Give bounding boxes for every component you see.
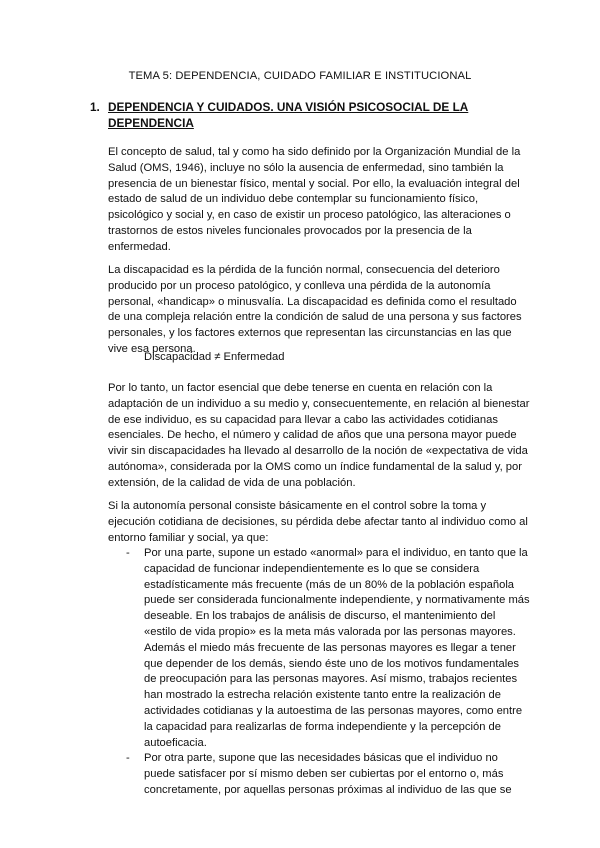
bullet-line: Además el miedo más frecuente de las personas mayores es llegar a tener xyxy=(144,641,516,654)
paragraph-health-concept xyxy=(108,145,523,256)
paragraph-line: producido por un proceso patológico, y conlleva una pérdida de la autonomía xyxy=(108,279,491,292)
bullet-line: actividades cotidianas y la autoestima de las personas mayores, como entre xyxy=(144,704,523,717)
paragraph-line: vivir sin discapacidades ha llevado al desarrollo de la noción de «expectativa de vida xyxy=(108,445,528,458)
bullet-line: concretamente, por aquellas personas próximas al individuo de las que se xyxy=(144,783,512,796)
paragraph-line: La discapacidad es la pérdida de la función normal, consecuencia del deterioro xyxy=(108,264,500,276)
bullet-line: que depender de los demás, siendo éste uno de los motivos fundamentales xyxy=(144,657,520,670)
bullet-line: han mostrado la estrecha relación existente tanto entre la realización de xyxy=(144,689,501,702)
bullet-line: deseable. En los trabajos de análisis de discurso, el mantenimiento del xyxy=(144,610,496,623)
paragraph-line: enfermedad. xyxy=(108,240,171,253)
paragraph-line: trastornos de estos niveles funcionales provocados por la presencia de la xyxy=(108,224,472,237)
bullet-line: autoeficacia. xyxy=(144,736,207,749)
bullet-item-one xyxy=(144,546,530,751)
bullet-item-two xyxy=(144,751,524,798)
paragraph-line: ejecución cotidiana de decisiones, su pérdida debe afectar tanto al individuo como al xyxy=(108,515,528,528)
paragraph-adaptation xyxy=(108,381,530,492)
bullet-line: «estilo de vida propio» es la meta más valorada por las personas mayores. xyxy=(144,625,516,638)
paragraph-line: adaptación de un individuo a su medio y, consecuentemente, en relación al bienestar xyxy=(108,397,530,410)
section-heading-line: DEPENDENCIA xyxy=(108,116,194,130)
bullet-line: puede ser considerada funcionalmente independiente, y normativamente más xyxy=(144,594,530,607)
bullet-marker: - xyxy=(126,547,130,559)
paragraph-line: de ese individuo, es su capacidad para llevar a cabo las actividades cotidianas xyxy=(108,413,498,426)
paragraph-line: El concepto de salud, tal y como ha sido definido por la Organización Mundial de la xyxy=(108,146,521,158)
bullet-line: de preocupación para las personas mayores. Así mismo, trabajos recientes xyxy=(144,673,518,686)
bullet-marker: - xyxy=(126,752,130,764)
bullet-line: estadísticamente más frecuente (más de un 80% de la población española xyxy=(144,578,515,591)
document-title: TEMA 5: DEPENDENCIA, CUIDADO FAMILIAR E INSTITUCIONAL xyxy=(128,70,472,82)
paragraph-line: autónoma», considerada por la OMS como un índice fundamental de la salud y, por xyxy=(108,460,522,473)
paragraph-line: Si la autonomía personal consiste básicamente en el control sobre la toma y xyxy=(108,500,487,512)
paragraph-line: esenciales. De hecho, el número y calidad de años que una persona mayor puede xyxy=(108,429,517,442)
paragraph-line: personal, «handicap» o minusvalía. La discapacidad es definida como el resultado xyxy=(108,295,517,308)
section-heading-text xyxy=(108,99,508,131)
paragraph-line: personales, y los factores externos que representan las circunstancias en las que xyxy=(108,327,512,340)
paragraph-line: vive esa persona. xyxy=(108,342,196,355)
bullet-line: Por una parte, supone un estado «anormal» para el individuo, en tanto que la xyxy=(144,547,528,559)
paragraph-line: estado de salud de un individuo debe contemplar su funcionamiento físico, xyxy=(108,193,479,206)
paragraph-disability xyxy=(108,263,523,358)
section-number: 1. xyxy=(90,100,100,114)
section-heading-line: DEPENDENCIA Y CUIDADOS. UNA VISIÓN PSICOSOCIAL DE LA xyxy=(108,100,469,114)
paragraph-line: Por lo tanto, un factor esencial que debe tenerse en cuenta en relación con la xyxy=(108,382,493,394)
paragraph-line: psicológico y social y, en caso de existir un proceso patológico, las alteraciones o xyxy=(108,209,511,222)
bullet-line: Por otra parte, supone que las necesidades básicas que el individuo no xyxy=(144,752,498,764)
bullet-line: capacidad de funcionar independientemente es lo que se considera xyxy=(144,562,480,575)
paragraph-autonomy xyxy=(108,499,528,546)
paragraph-line: extensión, de la calidad de vida de una población. xyxy=(108,476,356,489)
paragraph-line: Salud (OMS, 1946), incluye no sólo la ausencia de enfermedad, sino también la xyxy=(108,161,504,174)
paragraph-line: entorno familiar y social, ya que: xyxy=(108,531,269,544)
paragraph-line: presencia de un bienestar físico, mental y social. Por ello, la evaluación integral del xyxy=(108,177,520,190)
paragraph-line: de una compleja relación entre la condición de salud de una persona y sus factores xyxy=(108,311,522,324)
bullet-line: la capacidad para realizarlas de forma independiente y la percepción de xyxy=(144,720,501,733)
formula-disability-not-illness: Discapacidad ≠ Enfermedad xyxy=(144,351,285,363)
bullet-line: puede satisfacer por sí mismo deben ser cubiertas por el entorno o, más xyxy=(144,767,504,780)
